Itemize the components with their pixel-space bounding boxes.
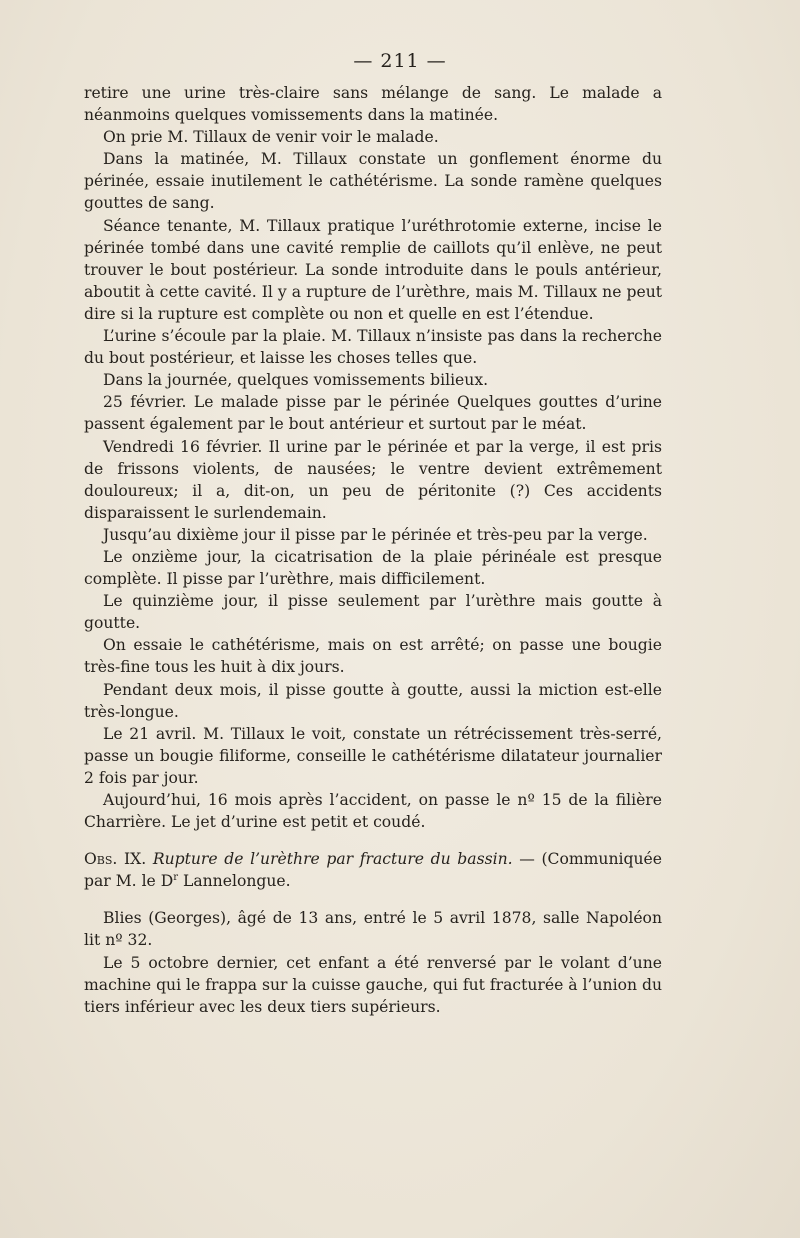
paragraph: Le 21 avril. M. Tillaux le voit, constate un rétrécissement très-serré, passe un bougie filiforme, conseille le cathétérisme dilatateur journalier 2 fois par jour. xyxy=(84,724,662,787)
paragraph: Le quinzième jour, il pisse seulement par l’urèthre mais goutte à goutte. xyxy=(84,592,662,633)
paragraph: Dans la matinée, M. Tillaux constate un gonflement énorme du périnée, essaie inutilement le cathétérisme. La sonde ramène quelques gouttes de sang. xyxy=(84,150,662,213)
paragraph: Pendant deux mois, il pisse goutte à goutte, aussi la miction est-elle très-longue. xyxy=(84,680,662,721)
observation-label: Obs. IX. xyxy=(84,850,147,869)
body-text xyxy=(84,82,662,1018)
paragraph: Blies (Georges), âgé de 13 ans, entré le 5 avril 1878, salle Napoléon lit nº 32. xyxy=(84,909,662,950)
page-number: — 211 — xyxy=(353,50,447,72)
doctor-superscript: r xyxy=(173,872,179,884)
paragraph: On essaie le cathétérisme, mais on est arrêté; on passe une bougie très-fine tous les huit à dix jours. xyxy=(84,636,662,677)
paragraph: 25 février. Le malade pisse par le périnée Quelques gouttes d’urine passent également par le bout antérieur et surtout par le méat. xyxy=(84,393,662,434)
paragraph: Le onzième jour, la cicatrisation de la plaie périnéale est presque complète. Il pisse par l’urèthre, mais difficilement. xyxy=(84,547,662,589)
paragraph: On prie M. Tillaux de venir voir le malade. xyxy=(103,128,439,147)
observation-heading xyxy=(84,848,662,892)
paragraph: Jusqu’au dixième jour il pisse par le périnée et très-peu par la verge. xyxy=(103,525,648,544)
observation-communication: — (Communiquée par M. le D xyxy=(84,850,662,891)
observation-doctor: Lannelongue. xyxy=(178,872,291,891)
paragraph: Séance tenante, M. Tillaux pratique l’uréthrotomie externe, incise le périnée tombé dans une cavité remplie de caillots qu’il enlève, ne peut trouver le bout postérieur. La sonde introduite dans le pouls antérieur, aboutit à cette cavité. Il y a rupture de l’urèthre, mais M. Tillaux ne peut dire si la rupture est complète ou non et quelle en est l’étendue. xyxy=(84,216,662,323)
paragraph: retire une urine très-claire sans mélange de sang. Le malade a néanmoins quelques vomissements dans la matinée. xyxy=(84,84,662,125)
paragraph: Aujourd’hui, 16 mois après l’accident, on passe le nº 15 de la filière Charrière. Le jet d’urine est petit et coudé. xyxy=(84,791,662,832)
paragraph: Vendredi 16 février. Il urine par le périnée et par la verge, il est pris de frissons violents, de nausées; le ventre devient extrêmement douloureux; il a, dit-on, un peu de péritonite (?) Ces accidents disparaissent le surlendemain. xyxy=(84,437,662,522)
paragraph: Le 5 octobre dernier, cet enfant a été renversé par le volant d’une machine qui le frappa sur la cuisse gauche, qui fut fracturée à l’union du tiers inférieur avec les deux tiers supérieurs. xyxy=(84,953,662,1016)
paragraph: L’urine s’écoule par la plaie. M. Tillaux n’insiste pas dans la recherche du bout postérieur, et laisse les choses telles que. xyxy=(84,327,662,368)
paragraph: Dans la journée, quelques vomissements bilieux. xyxy=(103,371,489,390)
observation-title: Rupture de l’urèthre par fracture du bassin. xyxy=(152,850,513,869)
